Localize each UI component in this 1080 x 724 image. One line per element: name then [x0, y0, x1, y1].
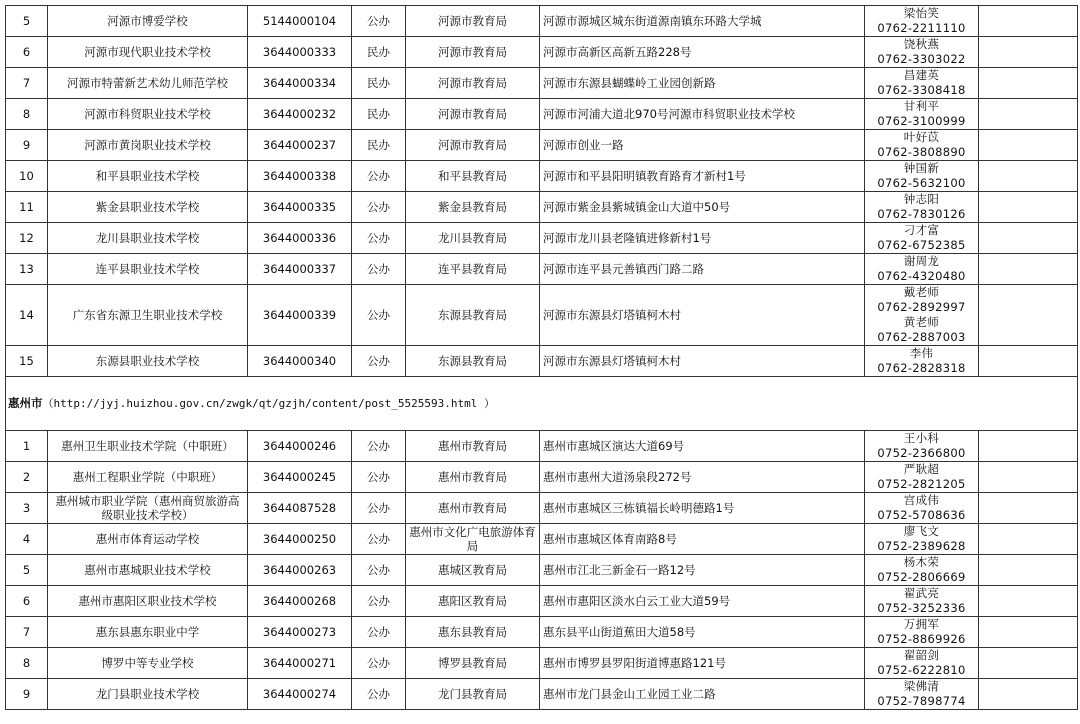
contact-name: 甘利平 — [903, 99, 940, 113]
row-number: 9 — [6, 130, 48, 161]
school-code: 3644000263 — [248, 555, 352, 586]
school-address: 惠州市江北三新金石一路12号 — [540, 555, 865, 586]
school-name: 惠州城市职业学院（惠州商贸旅游高级职业技术学校） — [48, 493, 248, 524]
school-contact — [865, 648, 979, 679]
row-number: 6 — [6, 37, 48, 68]
huizhou-header-section — [6, 377, 1078, 431]
school-department: 河源市教育局 — [406, 99, 540, 130]
school-address: 惠州市惠阳区淡水白云工业大道59号 — [540, 586, 865, 617]
contact-name: 刁才富 — [903, 223, 940, 237]
contact-phone: 0752-2389628 — [877, 539, 966, 553]
empty-cell — [979, 285, 1078, 346]
school-address: 河源市和平县阳明镇教育路育才新村1号 — [540, 161, 865, 192]
empty-cell — [979, 648, 1078, 679]
school-department: 惠州市教育局 — [406, 493, 540, 524]
row-number: 4 — [6, 524, 48, 555]
empty-cell — [979, 346, 1078, 377]
school-type: 公办 — [352, 586, 406, 617]
contact-phone: 0762-2828318 — [877, 361, 966, 375]
school-address: 惠州市博罗县罗阳街道博惠路121号 — [540, 648, 865, 679]
school-department: 和平县教育局 — [406, 161, 540, 192]
contact-phone: 0752-2821205 — [877, 477, 966, 491]
row-number: 9 — [6, 679, 48, 710]
row-number: 12 — [6, 223, 48, 254]
school-name: 惠州市体育运动学校 — [48, 524, 248, 555]
school-type: 公办 — [352, 524, 406, 555]
row-number: 15 — [6, 346, 48, 377]
contact-name: 杨木荣 — [903, 555, 940, 569]
school-type: 公办 — [352, 254, 406, 285]
empty-cell — [979, 679, 1078, 710]
school-code: 3644000340 — [248, 346, 352, 377]
school-type: 公办 — [352, 617, 406, 648]
school-department: 龙门县教育局 — [406, 679, 540, 710]
school-name: 紫金县职业技术学校 — [48, 192, 248, 223]
school-department: 东源县教育局 — [406, 346, 540, 377]
school-contact — [865, 462, 979, 493]
school-name: 河源市现代职业技术学校 — [48, 37, 248, 68]
school-name: 和平县职业技术学校 — [48, 161, 248, 192]
school-address: 河源市东源县蝴蝶岭工业园创新路 — [540, 68, 865, 99]
school-department: 东源县教育局 — [406, 285, 540, 346]
contact-phone: 0762-2892997 — [877, 300, 966, 314]
school-type: 民办 — [352, 99, 406, 130]
contact-phone: 0762-2887003 — [877, 330, 966, 344]
school-contact — [865, 617, 979, 648]
table-row — [6, 346, 1078, 377]
row-number: 5 — [6, 555, 48, 586]
school-type: 公办 — [352, 192, 406, 223]
section-header-row — [6, 377, 1078, 431]
school-contact — [865, 493, 979, 524]
contact-name: 翟武亮 — [903, 586, 940, 600]
contact-phone: 0762-3308418 — [877, 83, 966, 97]
school-table — [5, 5, 1078, 710]
school-type: 公办 — [352, 223, 406, 254]
school-contact — [865, 679, 979, 710]
empty-cell — [979, 555, 1078, 586]
school-type: 公办 — [352, 555, 406, 586]
school-type: 公办 — [352, 462, 406, 493]
table-row — [6, 37, 1078, 68]
contact-name: 饶秋燕 — [903, 37, 940, 51]
empty-cell — [979, 6, 1078, 37]
school-name: 惠州工程职业学院（中职班） — [48, 462, 248, 493]
school-code: 3644000334 — [248, 68, 352, 99]
contact-name: 梁怡笑 — [903, 6, 940, 20]
school-type: 公办 — [352, 431, 406, 462]
section-city: 惠州市 — [8, 396, 43, 410]
school-code: 3644000245 — [248, 462, 352, 493]
school-code: 3644000250 — [248, 524, 352, 555]
empty-cell — [979, 493, 1078, 524]
contact-name: 廖飞文 — [903, 524, 940, 538]
school-department: 博罗县教育局 — [406, 648, 540, 679]
section-url[interactable]: （http://jyj.huizhou.gov.cn/zwgk/qt/gzjh/content/post_5525593.html ） — [42, 397, 495, 410]
school-code: 3644000237 — [248, 130, 352, 161]
row-number: 13 — [6, 254, 48, 285]
contact-phone: 0762-5632100 — [877, 176, 966, 190]
school-code: 3644000339 — [248, 285, 352, 346]
school-code: 3644000337 — [248, 254, 352, 285]
empty-cell — [979, 161, 1078, 192]
row-number: 6 — [6, 586, 48, 617]
school-type: 公办 — [352, 285, 406, 346]
school-address: 河源市河浦大道北970号河源市科贸职业技术学校 — [540, 99, 865, 130]
table-row — [6, 223, 1078, 254]
table-row — [6, 161, 1078, 192]
school-type: 民办 — [352, 130, 406, 161]
contact-phone: 0762-2211110 — [877, 21, 966, 35]
school-name: 龙门县职业技术学校 — [48, 679, 248, 710]
school-contact — [865, 192, 979, 223]
table-row — [6, 617, 1078, 648]
school-address: 惠州市惠城区演达大道69号 — [540, 431, 865, 462]
row-number: 11 — [6, 192, 48, 223]
contact-phone: 0762-3808890 — [877, 145, 966, 159]
contact-name: 谢周龙 — [903, 254, 940, 268]
contact-name: 严耿超 — [903, 462, 940, 476]
school-address: 河源市源城区城东街道源南镇东环路大学城 — [540, 6, 865, 37]
contact-phone: 0762-7830126 — [877, 207, 966, 221]
row-number: 7 — [6, 617, 48, 648]
contact-name: 王小科 — [903, 431, 940, 445]
school-department: 惠州市教育局 — [406, 462, 540, 493]
school-address: 惠州市惠城区三栋镇福长岭明德路1号 — [540, 493, 865, 524]
school-address: 河源市东源县灯塔镇柯木村 — [540, 285, 865, 346]
table-row — [6, 99, 1078, 130]
table-row — [6, 6, 1078, 37]
row-number: 7 — [6, 68, 48, 99]
contact-phone: 0762-4320480 — [877, 269, 966, 283]
contact-name: 叶好苡 — [903, 130, 940, 144]
school-type: 公办 — [352, 648, 406, 679]
school-code: 3644000336 — [248, 223, 352, 254]
school-name: 河源市博爱学校 — [48, 6, 248, 37]
contact-name: 黄老师 — [903, 315, 940, 329]
row-number: 8 — [6, 99, 48, 130]
contact-phone: 0752-6222810 — [877, 663, 966, 677]
school-department: 河源市教育局 — [406, 68, 540, 99]
row-number: 2 — [6, 462, 48, 493]
contact-name: 戴老师 — [903, 285, 940, 299]
school-type: 民办 — [352, 37, 406, 68]
contact-phone: 0752-2366800 — [877, 446, 966, 460]
school-address: 河源市龙川县老隆镇进修新村1号 — [540, 223, 865, 254]
school-name: 惠东县惠东职业中学 — [48, 617, 248, 648]
contact-phone: 0752-2806669 — [877, 570, 966, 584]
contact-phone: 0762-3100999 — [877, 114, 966, 128]
table-row — [6, 431, 1078, 462]
school-code: 3644000268 — [248, 586, 352, 617]
table-row — [6, 285, 1078, 346]
school-name: 河源市特蕾新艺术幼儿师范学校 — [48, 68, 248, 99]
school-contact — [865, 285, 979, 346]
school-type: 公办 — [352, 161, 406, 192]
school-table-sheet — [5, 5, 1077, 710]
school-contact — [865, 254, 979, 285]
school-contact — [865, 37, 979, 68]
school-code: 3644087528 — [248, 493, 352, 524]
empty-cell — [979, 192, 1078, 223]
huizhou-section — [6, 431, 1078, 710]
school-department: 惠州市文化广电旅游体育局 — [406, 524, 540, 555]
school-contact — [865, 431, 979, 462]
school-name: 河源市科贸职业技术学校 — [48, 99, 248, 130]
school-department: 紫金县教育局 — [406, 192, 540, 223]
school-department: 惠阳区教育局 — [406, 586, 540, 617]
school-contact — [865, 6, 979, 37]
school-department: 惠城区教育局 — [406, 555, 540, 586]
school-contact — [865, 555, 979, 586]
contact-name: 钟国新 — [903, 161, 940, 175]
school-name: 连平县职业技术学校 — [48, 254, 248, 285]
school-name: 博罗中等专业学校 — [48, 648, 248, 679]
school-name: 东源县职业技术学校 — [48, 346, 248, 377]
school-name: 龙川县职业技术学校 — [48, 223, 248, 254]
school-contact — [865, 161, 979, 192]
contact-phone: 0752-8869926 — [877, 632, 966, 646]
school-type: 公办 — [352, 346, 406, 377]
contact-name: 昌建英 — [903, 68, 940, 82]
school-department: 惠东县教育局 — [406, 617, 540, 648]
school-code: 5144000104 — [248, 6, 352, 37]
school-address: 惠州市龙门县金山工业园工业二路 — [540, 679, 865, 710]
row-number: 3 — [6, 493, 48, 524]
school-code: 3644000273 — [248, 617, 352, 648]
school-address: 河源市东源县灯塔镇柯木村 — [540, 346, 865, 377]
school-contact — [865, 99, 979, 130]
contact-phone: 0762-6752385 — [877, 238, 966, 252]
school-code: 3644000246 — [248, 431, 352, 462]
empty-cell — [979, 99, 1078, 130]
school-name: 河源市黄岗职业技术学校 — [48, 130, 248, 161]
table-row — [6, 679, 1078, 710]
heyuan-section — [6, 6, 1078, 377]
school-code: 3644000333 — [248, 37, 352, 68]
contact-phone: 0752-5708636 — [877, 508, 966, 522]
school-contact — [865, 68, 979, 99]
school-address: 惠州市惠城区体育南路8号 — [540, 524, 865, 555]
contact-phone: 0752-7898774 — [877, 694, 966, 708]
school-contact — [865, 130, 979, 161]
school-address: 河源市连平县元善镇西门路二路 — [540, 254, 865, 285]
school-contact — [865, 346, 979, 377]
contact-name: 万拥军 — [903, 617, 940, 631]
school-department: 河源市教育局 — [406, 130, 540, 161]
school-type: 公办 — [352, 493, 406, 524]
school-name: 惠州市惠阳区职业技术学校 — [48, 586, 248, 617]
empty-cell — [979, 462, 1078, 493]
empty-cell — [979, 68, 1078, 99]
table-row — [6, 493, 1078, 524]
contact-name: 翟韶剑 — [903, 648, 940, 662]
school-address: 河源市高新区高新五路228号 — [540, 37, 865, 68]
school-contact — [865, 524, 979, 555]
empty-cell — [979, 223, 1078, 254]
school-department: 惠州市教育局 — [406, 431, 540, 462]
school-contact — [865, 586, 979, 617]
school-address: 惠州市惠州大道汤泉段272号 — [540, 462, 865, 493]
table-row — [6, 130, 1078, 161]
empty-cell — [979, 524, 1078, 555]
empty-cell — [979, 431, 1078, 462]
school-code: 3644000338 — [248, 161, 352, 192]
school-address: 河源市创业一路 — [540, 130, 865, 161]
table-row — [6, 254, 1078, 285]
empty-cell — [979, 130, 1078, 161]
contact-name: 李伟 — [909, 346, 934, 360]
contact-phone: 0762-3303022 — [877, 52, 966, 66]
school-department: 河源市教育局 — [406, 37, 540, 68]
school-type: 公办 — [352, 6, 406, 37]
section-header-cell — [6, 377, 1078, 431]
contact-name: 梁佛清 — [903, 679, 940, 693]
table-row — [6, 586, 1078, 617]
school-code: 3644000271 — [248, 648, 352, 679]
table-row — [6, 68, 1078, 99]
contact-phone: 0752-3252336 — [877, 601, 966, 615]
row-number: 5 — [6, 6, 48, 37]
school-name: 惠州卫生职业技术学院（中职班） — [48, 431, 248, 462]
row-number: 8 — [6, 648, 48, 679]
school-code: 3644000335 — [248, 192, 352, 223]
school-contact — [865, 223, 979, 254]
table-row — [6, 648, 1078, 679]
row-number: 10 — [6, 161, 48, 192]
empty-cell — [979, 586, 1078, 617]
table-row — [6, 462, 1078, 493]
empty-cell — [979, 254, 1078, 285]
school-type: 民办 — [352, 68, 406, 99]
table-row — [6, 524, 1078, 555]
row-number: 14 — [6, 285, 48, 346]
school-name: 惠州市惠城职业技术学校 — [48, 555, 248, 586]
contact-name: 宫成伟 — [903, 493, 940, 507]
school-department: 连平县教育局 — [406, 254, 540, 285]
school-name: 广东省东源卫生职业技术学校 — [48, 285, 248, 346]
school-code: 3644000232 — [248, 99, 352, 130]
empty-cell — [979, 617, 1078, 648]
school-type: 公办 — [352, 679, 406, 710]
row-number: 1 — [6, 431, 48, 462]
empty-cell — [979, 37, 1078, 68]
contact-name: 钟志阳 — [903, 192, 940, 206]
table-row — [6, 192, 1078, 223]
table-row — [6, 555, 1078, 586]
school-code: 3644000274 — [248, 679, 352, 710]
school-address: 惠东县平山街道蕉田大道58号 — [540, 617, 865, 648]
school-address: 河源市紫金县紫城镇金山大道中50号 — [540, 192, 865, 223]
school-department: 河源市教育局 — [406, 6, 540, 37]
school-department: 龙川县教育局 — [406, 223, 540, 254]
